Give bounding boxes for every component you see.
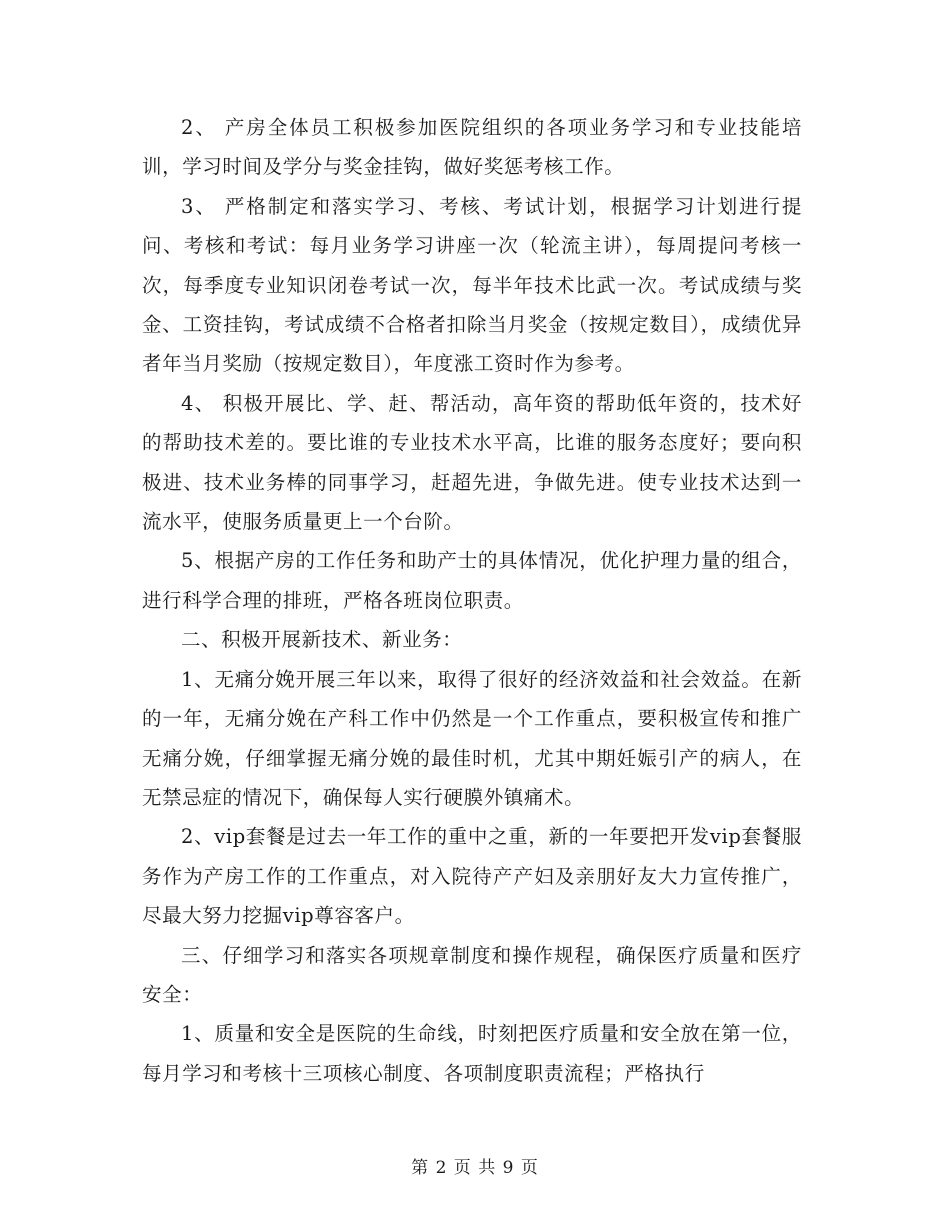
document-body — [142, 108, 802, 1093]
paragraph-item-4-mutual-help: 4、 积极开展比、学、赶、帮活动，高年资的帮助低年资的，技术好的帮助技术差的。要比谁的专业技术水平高，比谁的服务态度好；要向积极进、技术业务棒的同事学习，赶超先进，争做先进。使专业技术达到一流水平，使服务质量更上一个台阶。 — [142, 391, 802, 534]
paragraph-item-3-exam-plan: 3、 严格制定和落实学习、考核、考试计划，根据学习计划进行提问、考核和考试：每月业务学习讲座一次（轮流主讲），每周提问考核一次，每季度专业知识闭卷考试一次，每半年技术比武一次。考试成绩与奖金、工资挂钩，考试成绩不合格者扣除当月奖金（按规定数目），成绩优异者年当月奖励（按规定数目），年度涨工资时作为参考。 — [142, 194, 802, 376]
section-heading-regulations: 三、仔细学习和落实各项规章制度和操作规程，确保医疗质量和医疗安全： — [142, 943, 802, 1006]
paragraph-painless-delivery: 1、无痛分娩开展三年以来，取得了很好的经济效益和社会效益。在新的一年，无痛分娩在产科工作中仍然是一个工作重点，要积极宣传和推广无痛分娩，仔细掌握无痛分娩的最佳时机，尤其中期妊娠引产的病人，在无禁忌症的情况下，确保每人实行硬膜外镇痛术。 — [142, 667, 802, 809]
paragraph-item-5-scheduling: 5、根据产房的工作任务和助产士的具体情况，优化护理力量的组合，进行科学合理的排班，严格各班岗位职责。 — [142, 549, 802, 612]
paragraph-item-2-training: 2、 产房全体员工积极参加医院组织的各项业务学习和专业技能培训，学习时间及学分与奖金挂钩，做好奖惩考核工作。 — [142, 116, 802, 179]
paragraph-quality-safety: 1、质量和安全是医院的生命线，时刻把医疗质量和安全放在第一位，每月学习和考核十三项核心制度、各项制度职责流程；严格执行 — [142, 1022, 802, 1085]
section-heading-new-technology: 二、积极开展新技术、新业务： — [181, 628, 463, 652]
page-number-footer: 第 2 页 共 9 页 — [411, 1158, 539, 1178]
paragraph-vip-package: 2、vip套餐是过去一年工作的重中之重，新的一年要把开发vip套餐服务作为产房工作的工作重点，对入院待产产妇及亲朋好友大力宣传推广，尽最大努力挖掘vip尊容客户。 — [142, 825, 802, 928]
